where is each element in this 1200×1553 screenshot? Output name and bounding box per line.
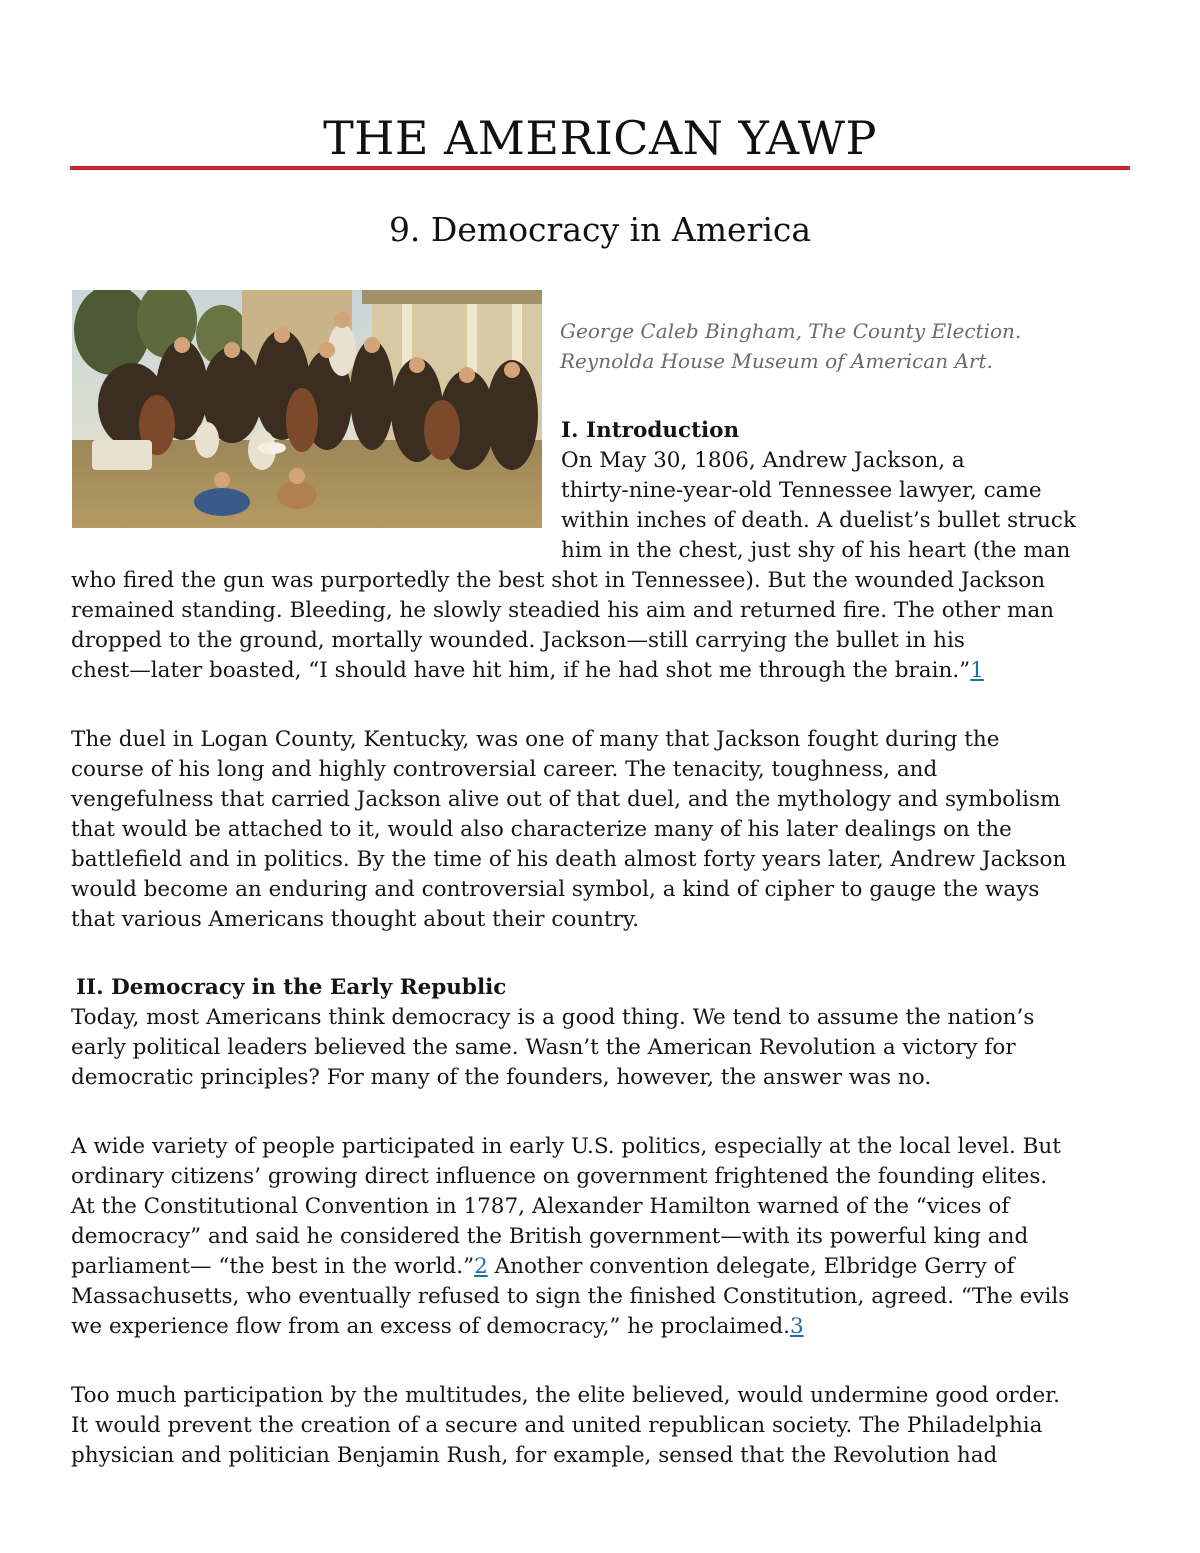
text-line: The duel in Logan County, Kentucky, was one of many that Jackson fought during the [71, 727, 1000, 752]
text-line: vengefulness that carried Jackson alive out of that duel, and the mythology and symbolism [71, 787, 1061, 812]
text-line: who fired the gun was purportedly the best shot in Tennessee). But the wounded Jackson [71, 568, 1046, 593]
text-line: physician and politician Benjamin Rush, for example, sensed that the Revolution had [71, 1443, 998, 1468]
footnote-link-3[interactable]: 3 [789, 1314, 804, 1339]
text-line: On May 30, 1806, Andrew Jackson, a [561, 448, 965, 473]
text-run: chest—later boasted, “I should have hit him, if he had shot me through the brain.” [71, 658, 971, 683]
caption-line: Reynolda House Museum of American Art. [560, 349, 993, 373]
text-line: within inches of death. A duelist’s bullet struck [561, 508, 1076, 533]
section-heading-early-republic: II. Democracy in the Early Republic [76, 975, 507, 1000]
text-line: that various Americans thought about their country. [71, 907, 640, 932]
text-line: battlefield and in politics. By the time of his death almost forty years later, Andrew Jackson [71, 847, 1067, 872]
chapter-title: 9. Democracy in America [388, 210, 812, 249]
text-line: It would prevent the creation of a secure and united republican society. The Philadelphia [71, 1413, 1043, 1438]
text-line: him in the chest, just shy of his heart (the man [561, 538, 1071, 563]
text-line: course of his long and highly controversial career. The tenacity, toughness, and [71, 757, 938, 782]
text-line: remained standing. Bleeding, he slowly steadied his aim and returned fire. The other man [71, 598, 1055, 623]
text-line: Too much participation by the multitudes, the elite believed, would undermine good order. [71, 1383, 1060, 1408]
text-line: dropped to the ground, mortally wounded. Jackson—still carrying the bullet in his [71, 628, 965, 653]
text-line: would become an enduring and controversial symbol, a kind of cipher to gauge the ways [71, 877, 1040, 902]
text-line: Today, most Americans think democracy is a good thing. We tend to assume the nation’s [71, 1005, 1035, 1030]
footnote-link-2[interactable]: 2 [474, 1254, 488, 1279]
text-line: thirty-nine-year-old Tennessee lawyer, came [561, 478, 1042, 503]
text-line: democratic principles? For many of the founders, however, the answer was no. [71, 1065, 932, 1090]
text-line [71, 1252, 1015, 1282]
figure-caption [560, 316, 1120, 376]
text-line: early political leaders believed the same. Wasn’t the American Revolution a victory for [71, 1035, 1016, 1060]
caption-line: George Caleb Bingham, The County Election. [560, 319, 1022, 343]
section-heading-introduction: I. Introduction [561, 418, 740, 443]
text-line: ordinary citizens’ growing direct influence on government frightened the founding elites. [71, 1164, 1048, 1189]
text-run: we experience flow from an excess of democracy,” he proclaimed. [71, 1314, 790, 1339]
text-line: Massachusetts, who eventually refused to sign the finished Constitution, agreed. “The evils [71, 1284, 1070, 1309]
title-rule [70, 166, 1130, 170]
book-title: THE AMERICAN YAWP [323, 111, 877, 165]
text-line: that would be attached to it, would also characterize many of his later dealings on the [71, 817, 1012, 842]
county-election-painting [72, 290, 542, 528]
footnote-link-1[interactable]: 1 [970, 658, 984, 683]
text-run: parliament— “the best in the world.” [71, 1254, 475, 1279]
text-line: At the Constitutional Convention in 1787, Alexander Hamilton warned of the “vices of [71, 1194, 1010, 1219]
text-run: Another convention delegate, Elbridge Gerry of [487, 1254, 1015, 1279]
text-line [71, 656, 984, 686]
text-line: democracy” and said he considered the British government—with its powerful king and [71, 1224, 1029, 1249]
text-line: A wide variety of people participated in early U.S. politics, especially at the local level. But [71, 1134, 1061, 1159]
text-line [71, 1312, 804, 1342]
